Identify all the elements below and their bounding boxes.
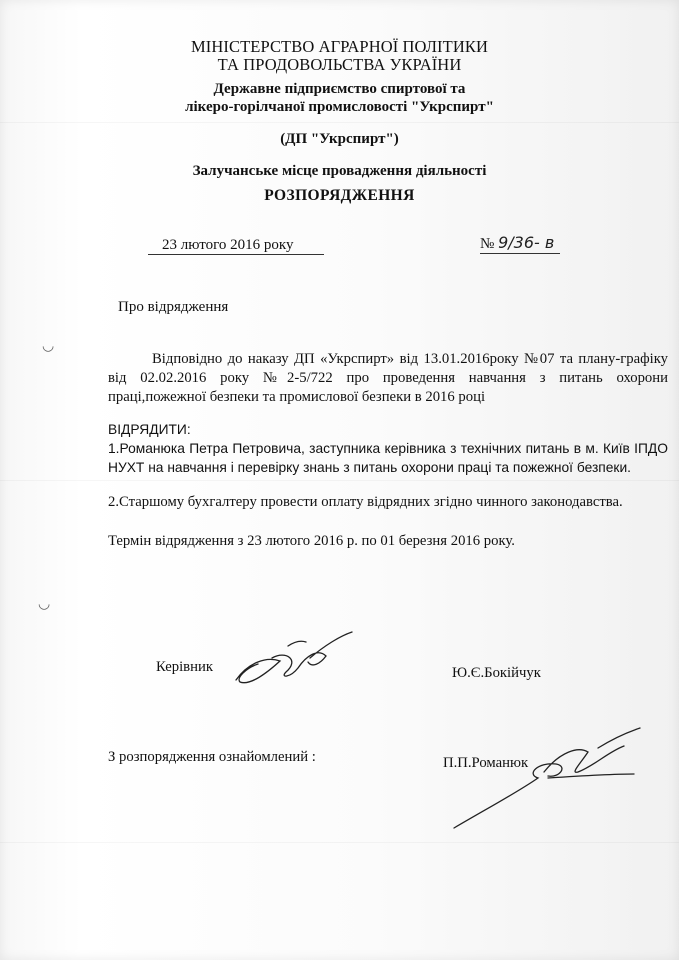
order-heading: ВІДРЯДИТИ: — [108, 422, 191, 437]
head-name: Ю.Є.Бокійчук — [452, 665, 541, 681]
ministry-line-1: МІНІСТЕРСТВО АГРАРНОЇ ПОЛІТИКИ — [191, 37, 488, 56]
paper-crease — [0, 842, 679, 843]
number-value: 9/36- в — [498, 233, 555, 252]
order-item-2: 2.Старшому бухгалтеру провести оплату відрядних згідно чинного законодавства. — [108, 494, 623, 510]
enterprise-name — [0, 80, 679, 116]
enterprise-line-1: Державне підприємство спиртової та — [213, 81, 466, 97]
acknowledged-signature — [448, 722, 648, 832]
document-body — [108, 350, 668, 551]
head-label: Керівник — [156, 659, 213, 675]
document-subject: Про відрядження — [118, 299, 229, 315]
punch-mark: ◡ — [38, 596, 51, 612]
enterprise-line-2: лікеро-горілчаної промисловості "Укрспирт" — [185, 99, 494, 115]
head-signature — [228, 628, 358, 690]
number-prefix: № — [480, 236, 495, 252]
ministry-name — [0, 38, 679, 74]
letterhead — [0, 38, 679, 180]
order-item-1: 1.Романюка Петра Петровича, заступника керівника з технічних питань в м. Київ ІПДО НУХТ на навчання і перевірку знань з питань охорони праці та пожежної безпеки. — [108, 441, 668, 475]
document-number — [480, 234, 560, 254]
acknowledged-name: П.П.Романюк — [443, 755, 529, 771]
ministry-line-2: ТА ПРОДОВОЛЬСТВА УКРАЇНИ — [217, 55, 462, 74]
document-date: 23 лютого 2016 року — [148, 236, 324, 255]
branch-name: Залучанське місце провадження діяльності — [192, 163, 487, 179]
enterprise-short-name: (ДП "Укрспирт") — [280, 131, 399, 147]
trip-term: Термін відрядження з 23 лютого 2016 р. по 01 березня 2016 року. — [108, 533, 515, 549]
punch-mark: ◡ — [42, 338, 55, 354]
acknowledged-label: З розпорядження ознайомлений : — [108, 749, 316, 765]
document-title: РОЗПОРЯДЖЕННЯ — [264, 187, 415, 204]
basis-paragraph: Відповідно до наказу ДП «Укрспирт» від 13.01.2016року №07 та плану-графіку від 02.02.2016 року №2-5/722 про проведення навчання з питань охорони праці,пожежної безпеки та промислової безпеки в 2016 році — [108, 351, 668, 405]
